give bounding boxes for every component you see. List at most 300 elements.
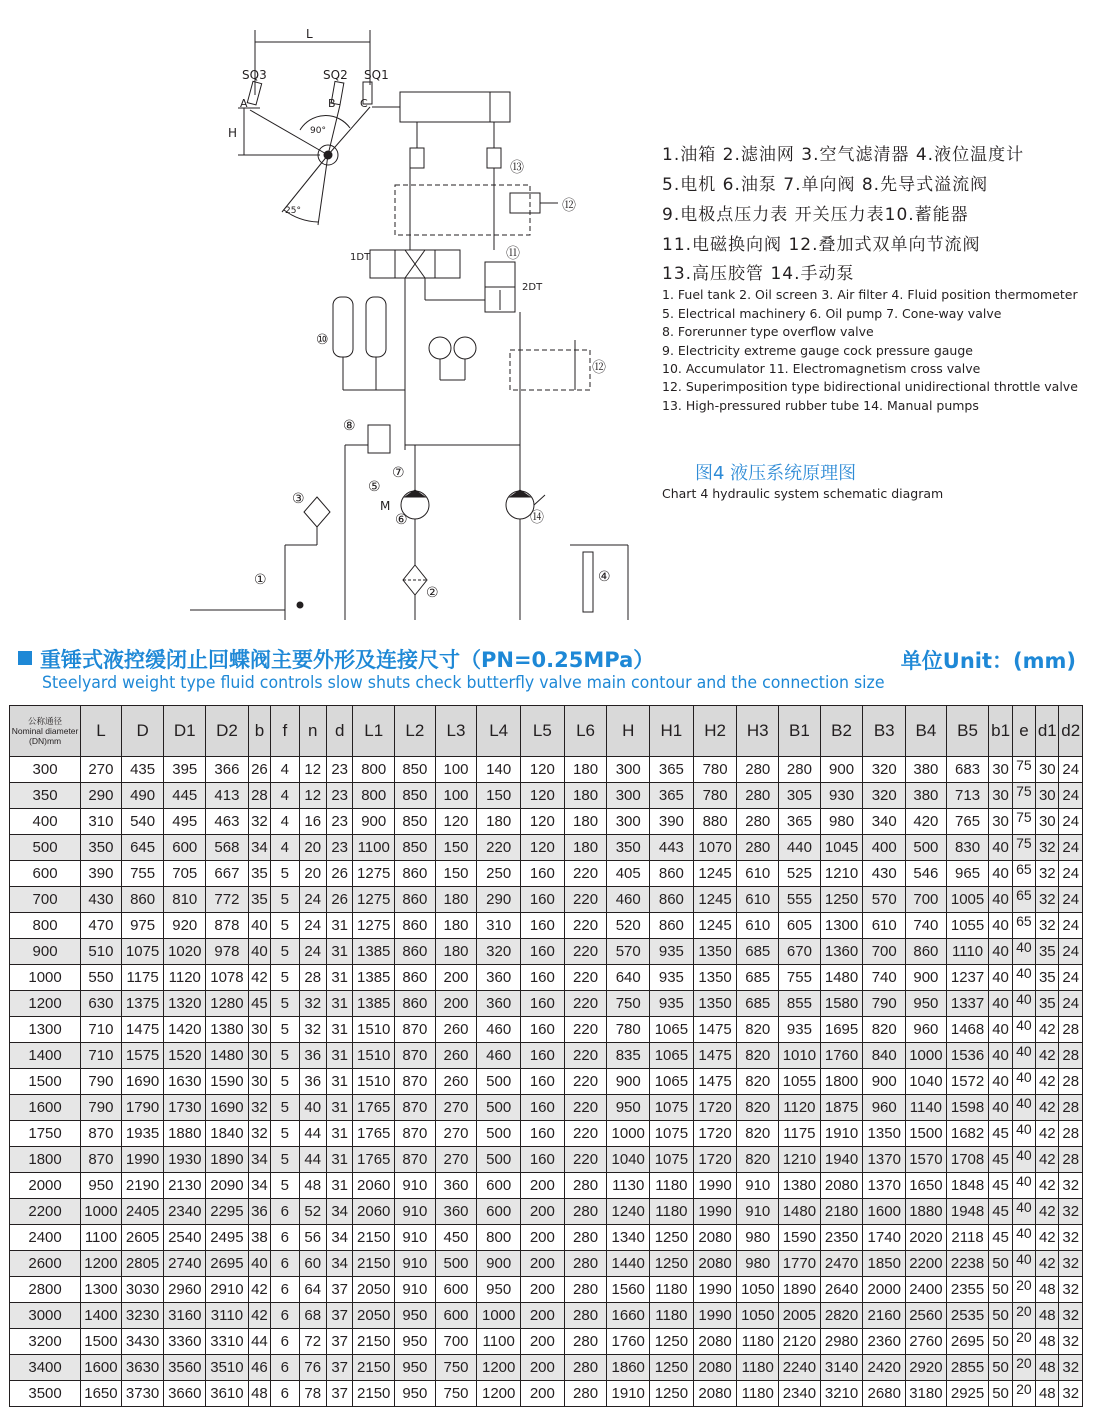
cell-b3: 570 xyxy=(863,887,906,913)
cell-l4: 460 xyxy=(477,1017,521,1043)
angle-25-label: 25° xyxy=(285,206,301,216)
cell-d2: 24 xyxy=(1059,939,1083,965)
cell-h: 1860 xyxy=(607,1355,650,1381)
cell-l5: 160 xyxy=(521,861,565,887)
header-l1: L1 xyxy=(353,706,395,757)
cell-h1: 1065 xyxy=(650,1069,694,1095)
cell-e: 40 xyxy=(1012,939,1035,965)
cell-f: 4 xyxy=(271,783,299,809)
cell-n: 48 xyxy=(299,1173,326,1199)
cell-l6: 220 xyxy=(564,861,607,887)
cell-l4: 250 xyxy=(477,861,521,887)
cell-b4: 950 xyxy=(906,991,947,1017)
cell-b: 40 xyxy=(248,1251,270,1277)
cell-l5: 120 xyxy=(521,809,565,835)
cell-d: 3630 xyxy=(121,1355,164,1381)
cell-l3: 180 xyxy=(435,939,477,965)
cell-l6: 280 xyxy=(564,1251,607,1277)
cell-b1: 45 xyxy=(989,1173,1012,1199)
cell-b1: 45 xyxy=(989,1225,1012,1251)
cell-h1: 1075 xyxy=(650,1147,694,1173)
cell-h2: 1720 xyxy=(693,1121,737,1147)
cell-b5: 1468 xyxy=(946,1017,989,1043)
cell-d1: 42 xyxy=(1036,1173,1059,1199)
cell-d: 23 xyxy=(326,835,352,861)
cell-b1: 1590 xyxy=(779,1225,821,1251)
cell-l3: 270 xyxy=(435,1095,477,1121)
cell-l2: 860 xyxy=(395,913,436,939)
cell-b1: 2120 xyxy=(779,1329,821,1355)
figure-title-en: Chart 4 hydraulic system schematic diagram xyxy=(662,486,944,501)
cell-d1: 48 xyxy=(1036,1277,1059,1303)
cell-b1: 440 xyxy=(779,835,821,861)
cell-d: 1690 xyxy=(121,1069,164,1095)
cell-dn: 2600 xyxy=(10,1251,81,1277)
cell-h: 1130 xyxy=(607,1173,650,1199)
cell-b5: 1536 xyxy=(946,1043,989,1069)
cell-l3: 600 xyxy=(435,1277,477,1303)
cell-l6: 180 xyxy=(564,835,607,861)
cell-h1: 1180 xyxy=(650,1303,694,1329)
cell-b4: 546 xyxy=(906,861,947,887)
cell-l3: 180 xyxy=(435,887,477,913)
header-d1: D1 xyxy=(164,706,206,757)
cell-l1: 2150 xyxy=(353,1225,395,1251)
table-row xyxy=(10,1043,1083,1069)
cell-h3: 280 xyxy=(737,809,779,835)
cell-h1: 1180 xyxy=(650,1277,694,1303)
cell-b3: 320 xyxy=(863,757,906,783)
cell-d1: 1880 xyxy=(164,1121,206,1147)
cell-b4: 2020 xyxy=(906,1225,947,1251)
cell-n: 78 xyxy=(299,1381,326,1407)
cell-dn: 350 xyxy=(10,783,81,809)
cell-l5: 160 xyxy=(521,939,565,965)
header-b1: B1 xyxy=(779,706,821,757)
cell-l: 790 xyxy=(81,1069,122,1095)
point-a-label: A xyxy=(240,97,248,110)
cell-e: 40 xyxy=(1012,1199,1035,1225)
table-row xyxy=(10,1147,1083,1173)
cell-n: 24 xyxy=(299,939,326,965)
cell-n: 52 xyxy=(299,1199,326,1225)
cell-l1: 1275 xyxy=(353,861,395,887)
cell-b1: 50 xyxy=(989,1381,1012,1407)
cell-e: 20 xyxy=(1012,1355,1035,1381)
header-h3: H3 xyxy=(737,706,779,757)
cell-b1: 45 xyxy=(989,1147,1012,1173)
cell-h3: 980 xyxy=(737,1225,779,1251)
cell-dn: 1300 xyxy=(10,1017,81,1043)
cell-b1: 1175 xyxy=(779,1121,821,1147)
cell-f: 5 xyxy=(271,1017,299,1043)
cell-b: 42 xyxy=(248,1303,270,1329)
cell-d1: 35 xyxy=(1036,965,1059,991)
table-row xyxy=(10,1095,1083,1121)
cell-b1: 670 xyxy=(779,939,821,965)
cell-b1: 755 xyxy=(779,965,821,991)
cell-b3: 400 xyxy=(863,835,906,861)
cell-l4: 1000 xyxy=(477,1303,521,1329)
cell-d1: 810 xyxy=(164,887,206,913)
cell-d2: 413 xyxy=(206,783,249,809)
cell-dn: 3400 xyxy=(10,1355,81,1381)
cell-l1: 900 xyxy=(353,809,395,835)
table-row xyxy=(10,1069,1083,1095)
cell-l3: 270 xyxy=(435,1121,477,1147)
cell-h: 520 xyxy=(607,913,650,939)
cell-b3: 900 xyxy=(863,1069,906,1095)
cell-h3: 820 xyxy=(737,1121,779,1147)
legend-en-line-1: 1. Fuel tank 2. Oil screen 3. Air filter 4. Fluid position thermometer xyxy=(662,287,1078,302)
cell-b1: 40 xyxy=(989,913,1012,939)
cell-n: 56 xyxy=(299,1225,326,1251)
cell-l: 290 xyxy=(81,783,122,809)
cell-b1: 45 xyxy=(989,1199,1012,1225)
cell-h3: 820 xyxy=(737,1017,779,1043)
header-b4: B4 xyxy=(906,706,947,757)
cell-b4: 500 xyxy=(906,835,947,861)
cell-e: 40 xyxy=(1012,1095,1035,1121)
cell-h3: 685 xyxy=(737,991,779,1017)
cell-e: 40 xyxy=(1012,1069,1035,1095)
cell-b4: 2400 xyxy=(906,1277,947,1303)
cell-h: 640 xyxy=(607,965,650,991)
cell-l: 1650 xyxy=(81,1381,122,1407)
cell-d1: 42 xyxy=(1036,1017,1059,1043)
legend-en-line-3: 8. Forerunner type overflow valve xyxy=(662,324,874,339)
cell-b2: 1910 xyxy=(820,1121,863,1147)
cell-d: 23 xyxy=(326,757,352,783)
cell-d: 31 xyxy=(326,1095,352,1121)
cell-b2: 2350 xyxy=(820,1225,863,1251)
cell-l6: 180 xyxy=(564,757,607,783)
cell-b3: 1370 xyxy=(863,1147,906,1173)
table-row xyxy=(10,1303,1083,1329)
cell-f: 5 xyxy=(271,861,299,887)
cell-h2: 1990 xyxy=(693,1303,737,1329)
cell-d: 490 xyxy=(121,783,164,809)
cell-l4: 140 xyxy=(477,757,521,783)
cell-h: 1240 xyxy=(607,1199,650,1225)
cell-h3: 1180 xyxy=(737,1355,779,1381)
cell-b1: 50 xyxy=(989,1355,1012,1381)
cell-d: 34 xyxy=(326,1251,352,1277)
cell-l5: 200 xyxy=(521,1199,565,1225)
cell-b2: 1300 xyxy=(820,913,863,939)
cell-b5: 765 xyxy=(946,809,989,835)
table-row xyxy=(10,939,1083,965)
title-bullet-square xyxy=(18,651,32,665)
cell-l4: 1200 xyxy=(477,1381,521,1407)
cell-l5: 160 xyxy=(521,1043,565,1069)
cell-d: 26 xyxy=(326,861,352,887)
cell-h: 1660 xyxy=(607,1303,650,1329)
cell-l2: 870 xyxy=(395,1121,436,1147)
cell-b5: 965 xyxy=(946,861,989,887)
cell-b2: 2180 xyxy=(820,1199,863,1225)
cell-h2: 880 xyxy=(693,809,737,835)
cell-l1: 2060 xyxy=(353,1199,395,1225)
cell-l6: 220 xyxy=(564,939,607,965)
cell-b: 40 xyxy=(248,913,270,939)
cell-d1: 2540 xyxy=(164,1225,206,1251)
cell-d: 31 xyxy=(326,913,352,939)
cell-d1: 32 xyxy=(1036,835,1059,861)
cell-n: 32 xyxy=(299,991,326,1017)
header-l2: L2 xyxy=(395,706,436,757)
cell-b1: 525 xyxy=(779,861,821,887)
cell-l1: 800 xyxy=(353,783,395,809)
cell-b5: 1708 xyxy=(946,1147,989,1173)
cell-h1: 860 xyxy=(650,861,694,887)
table-title-en: Steelyard weight type fluid controls slow shuts check butterfly valve main contour and the connection size xyxy=(42,673,885,692)
header-h1: H1 xyxy=(650,706,694,757)
cell-f: 5 xyxy=(271,1121,299,1147)
cell-f: 4 xyxy=(271,835,299,861)
cell-l5: 160 xyxy=(521,887,565,913)
cell-dn: 1750 xyxy=(10,1121,81,1147)
cell-h1: 860 xyxy=(650,913,694,939)
cell-n: 12 xyxy=(299,757,326,783)
callout-13: ⑬ xyxy=(510,160,524,176)
cell-h3: 280 xyxy=(737,757,779,783)
cell-b2: 2080 xyxy=(820,1173,863,1199)
valve-1dt-label: 1DT xyxy=(350,252,371,263)
cell-h3: 820 xyxy=(737,1147,779,1173)
cell-l1: 2050 xyxy=(353,1303,395,1329)
header-b2: B2 xyxy=(820,706,863,757)
cell-b: 30 xyxy=(248,1069,270,1095)
cell-d2: 28 xyxy=(1059,1043,1083,1069)
cell-d1: 32 xyxy=(1036,861,1059,887)
cell-l: 1100 xyxy=(81,1225,122,1251)
cell-f: 5 xyxy=(271,913,299,939)
cell-f: 5 xyxy=(271,1147,299,1173)
cell-b1: 1120 xyxy=(779,1095,821,1121)
cell-h: 570 xyxy=(607,939,650,965)
cell-d2: 28 xyxy=(1059,1017,1083,1043)
cell-l3: 700 xyxy=(435,1329,477,1355)
header-l4: L4 xyxy=(477,706,521,757)
cell-d1: 2960 xyxy=(164,1277,206,1303)
cell-h3: 610 xyxy=(737,861,779,887)
cell-dn: 700 xyxy=(10,887,81,913)
cell-h: 1560 xyxy=(607,1277,650,1303)
cell-d: 23 xyxy=(326,783,352,809)
cell-b: 30 xyxy=(248,1043,270,1069)
dimension-table xyxy=(9,705,1083,1407)
cell-l3: 100 xyxy=(435,783,477,809)
cell-n: 28 xyxy=(299,965,326,991)
cell-d2: 3510 xyxy=(206,1355,249,1381)
table-row xyxy=(10,835,1083,861)
cell-l3: 750 xyxy=(435,1355,477,1381)
cell-b3: 840 xyxy=(863,1043,906,1069)
cell-dn: 1000 xyxy=(10,965,81,991)
cell-n: 76 xyxy=(299,1355,326,1381)
cell-f: 5 xyxy=(271,939,299,965)
cell-e: 75 xyxy=(1012,809,1035,835)
cell-l3: 270 xyxy=(435,1147,477,1173)
cell-d: 1075 xyxy=(121,939,164,965)
cell-l5: 200 xyxy=(521,1277,565,1303)
cell-d: 435 xyxy=(121,757,164,783)
cell-l5: 160 xyxy=(521,1069,565,1095)
cell-f: 6 xyxy=(271,1277,299,1303)
cell-d: 31 xyxy=(326,991,352,1017)
cell-l2: 860 xyxy=(395,939,436,965)
cell-d2: 24 xyxy=(1059,783,1083,809)
cell-d: 2605 xyxy=(121,1225,164,1251)
callout-1: ① xyxy=(254,572,267,588)
cell-d1: 32 xyxy=(1036,913,1059,939)
cell-l6: 220 xyxy=(564,991,607,1017)
header-d2: D2 xyxy=(206,706,249,757)
cell-b1: 605 xyxy=(779,913,821,939)
header-e: e xyxy=(1012,706,1035,757)
cell-d: 31 xyxy=(326,1173,352,1199)
cell-l5: 200 xyxy=(521,1381,565,1407)
cell-d: 2190 xyxy=(121,1173,164,1199)
cell-l5: 160 xyxy=(521,1121,565,1147)
cell-d2: 28 xyxy=(1059,1121,1083,1147)
cell-h: 835 xyxy=(607,1043,650,1069)
cell-f: 5 xyxy=(271,1173,299,1199)
header-f: f xyxy=(271,706,299,757)
cell-b3: 1370 xyxy=(863,1173,906,1199)
cell-b: 46 xyxy=(248,1355,270,1381)
cell-b3: 960 xyxy=(863,1095,906,1121)
cell-b4: 3180 xyxy=(906,1381,947,1407)
header-b3: B3 xyxy=(863,706,906,757)
cell-b1: 50 xyxy=(989,1251,1012,1277)
cell-h2: 1245 xyxy=(693,913,737,939)
cell-d: 3430 xyxy=(121,1329,164,1355)
cell-b4: 1880 xyxy=(906,1199,947,1225)
cell-b2: 1800 xyxy=(820,1069,863,1095)
cell-f: 5 xyxy=(271,991,299,1017)
cell-d1: 3560 xyxy=(164,1355,206,1381)
cell-d1: 1520 xyxy=(164,1043,206,1069)
cell-l4: 180 xyxy=(477,809,521,835)
cell-d2: 32 xyxy=(1059,1381,1083,1407)
cell-l2: 860 xyxy=(395,887,436,913)
cell-l1: 2050 xyxy=(353,1277,395,1303)
cell-d1: 3360 xyxy=(164,1329,206,1355)
table-row xyxy=(10,861,1083,887)
cell-d2: 463 xyxy=(206,809,249,835)
cell-l6: 220 xyxy=(564,1147,607,1173)
callout-11: ⑪ xyxy=(506,246,520,262)
cell-l: 430 xyxy=(81,887,122,913)
cell-d1: 48 xyxy=(1036,1381,1059,1407)
cell-l2: 870 xyxy=(395,1095,436,1121)
table-title-cn: 重锤式液控缓闭止回蝶阀主要外形及连接尺寸（PN=0.25MPa） xyxy=(40,648,655,672)
cell-l3: 200 xyxy=(435,965,477,991)
cell-b3: 2160 xyxy=(863,1303,906,1329)
cell-d1: 48 xyxy=(1036,1355,1059,1381)
cell-b2: 2980 xyxy=(820,1329,863,1355)
cell-b: 44 xyxy=(248,1329,270,1355)
cell-b1: 30 xyxy=(989,809,1012,835)
cell-l: 390 xyxy=(81,861,122,887)
cell-d: 2805 xyxy=(121,1251,164,1277)
cell-b1: 50 xyxy=(989,1329,1012,1355)
cell-h3: 1180 xyxy=(737,1329,779,1355)
cell-l2: 870 xyxy=(395,1147,436,1173)
table-row xyxy=(10,1017,1083,1043)
cell-d: 26 xyxy=(326,887,352,913)
cell-l2: 860 xyxy=(395,965,436,991)
cell-l3: 500 xyxy=(435,1251,477,1277)
cell-l2: 950 xyxy=(395,1329,436,1355)
cell-h2: 1990 xyxy=(693,1277,737,1303)
cell-l2: 950 xyxy=(395,1381,436,1407)
cell-d: 31 xyxy=(326,1147,352,1173)
cell-h2: 2080 xyxy=(693,1381,737,1407)
cell-d1: 2740 xyxy=(164,1251,206,1277)
cell-b1: 2005 xyxy=(779,1303,821,1329)
legend-en-line-7: 13. High-pressured rubber tube 14. Manual pumps xyxy=(662,398,979,413)
header-l6: L6 xyxy=(564,706,607,757)
cell-d1: 495 xyxy=(164,809,206,835)
point-b-label: B xyxy=(328,97,336,110)
cell-b4: 2560 xyxy=(906,1303,947,1329)
cell-e: 20 xyxy=(1012,1381,1035,1407)
cell-d2: 978 xyxy=(206,939,249,965)
cell-h2: 780 xyxy=(693,783,737,809)
cell-d1: 42 xyxy=(1036,1069,1059,1095)
cell-b3: 320 xyxy=(863,783,906,809)
cell-b4: 740 xyxy=(906,913,947,939)
cell-dn: 600 xyxy=(10,861,81,887)
cell-l: 510 xyxy=(81,939,122,965)
cell-b1: 50 xyxy=(989,1277,1012,1303)
cell-b4: 1500 xyxy=(906,1121,947,1147)
header-l: L xyxy=(81,706,122,757)
hydraulic-schematic xyxy=(180,20,650,620)
cell-d2: 24 xyxy=(1059,809,1083,835)
cell-d2: 2495 xyxy=(206,1225,249,1251)
cell-h1: 935 xyxy=(650,939,694,965)
cell-l3: 260 xyxy=(435,1017,477,1043)
cell-l3: 360 xyxy=(435,1199,477,1225)
cell-b4: 860 xyxy=(906,939,947,965)
cell-h: 780 xyxy=(607,1017,650,1043)
cell-e: 40 xyxy=(1012,1121,1035,1147)
cell-h3: 910 xyxy=(737,1173,779,1199)
cell-dn: 2000 xyxy=(10,1173,81,1199)
callout-3: ③ xyxy=(292,491,305,507)
cell-f: 4 xyxy=(271,809,299,835)
cell-b3: 2680 xyxy=(863,1381,906,1407)
cell-l2: 950 xyxy=(395,1355,436,1381)
cell-l: 1400 xyxy=(81,1303,122,1329)
cell-l5: 160 xyxy=(521,1095,565,1121)
cell-h1: 365 xyxy=(650,783,694,809)
cell-l1: 1100 xyxy=(353,835,395,861)
cell-f: 5 xyxy=(271,965,299,991)
cell-dn: 3000 xyxy=(10,1303,81,1329)
cell-b3: 1850 xyxy=(863,1251,906,1277)
cell-h: 1910 xyxy=(607,1381,650,1407)
cell-d1: 35 xyxy=(1036,991,1059,1017)
cell-f: 6 xyxy=(271,1251,299,1277)
cell-n: 60 xyxy=(299,1251,326,1277)
cell-h1: 1065 xyxy=(650,1017,694,1043)
cell-d: 31 xyxy=(326,1121,352,1147)
